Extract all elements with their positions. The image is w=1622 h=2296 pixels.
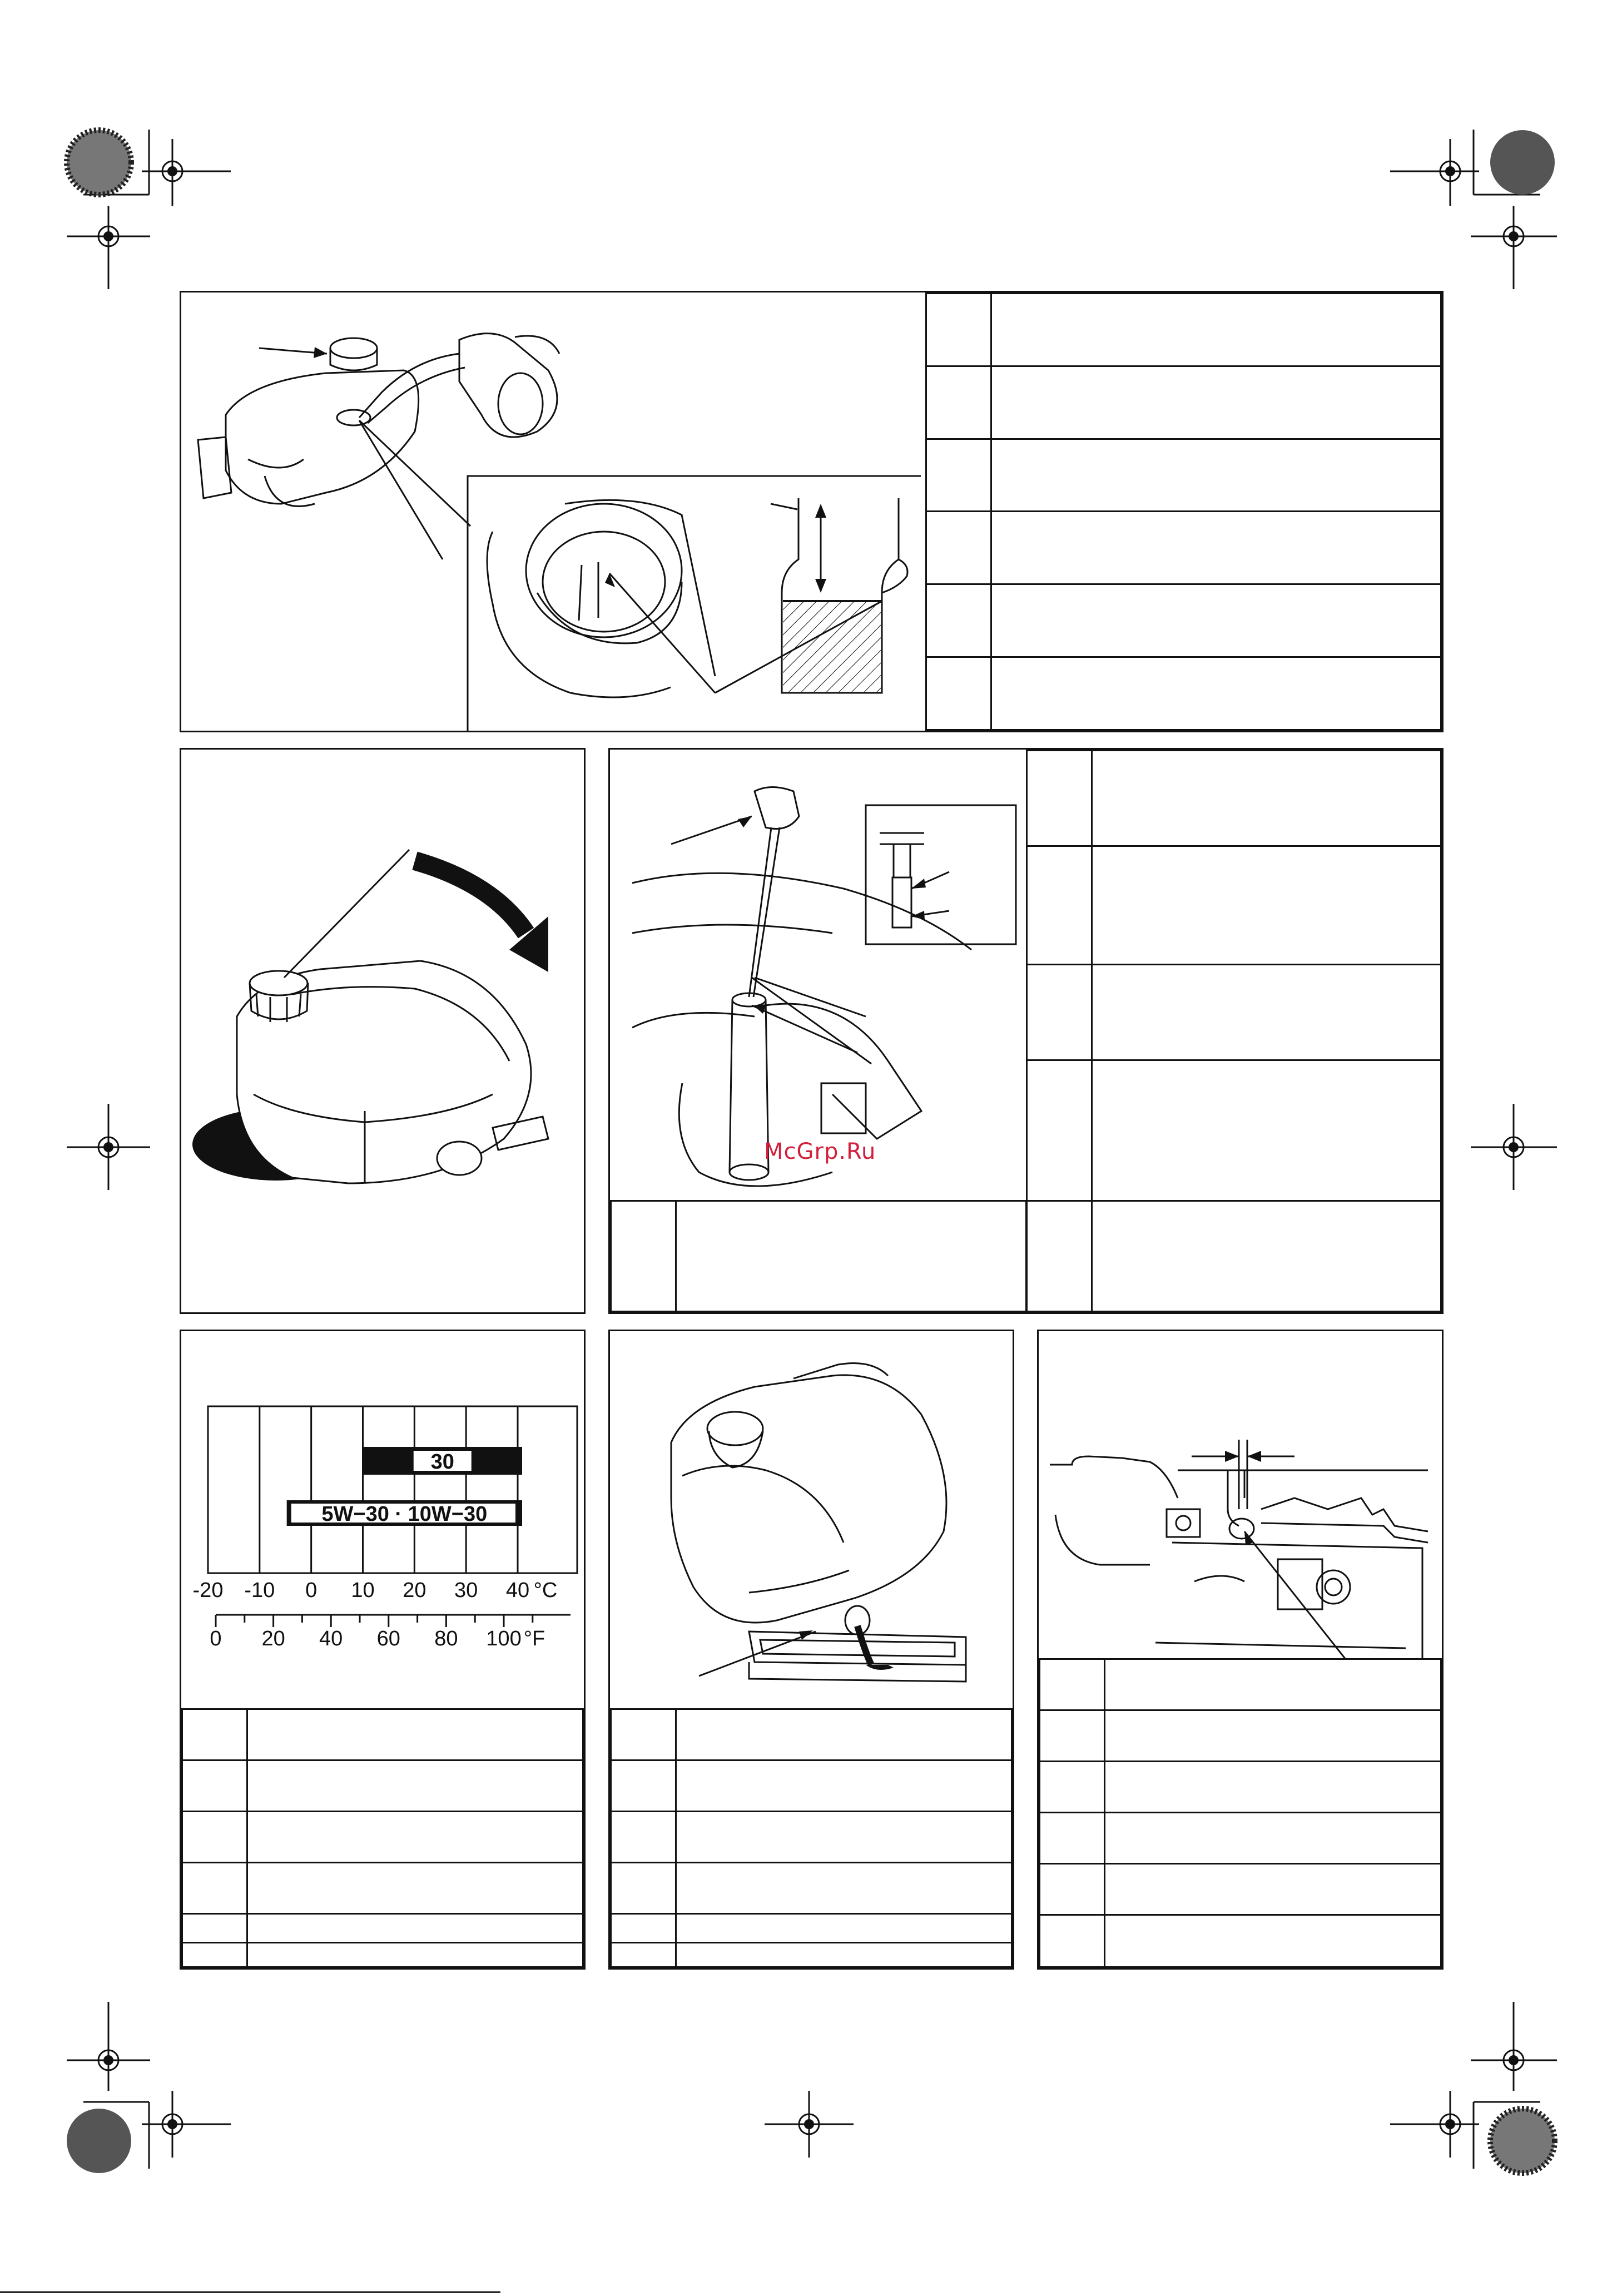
table-cell: [1027, 751, 1092, 846]
table-cell: [676, 1201, 1026, 1312]
panel-dipstick-table-bottom-left: [610, 1200, 1027, 1312]
chart-unit-fahrenheit: °F: [523, 1627, 545, 1650]
table-cell: [926, 366, 991, 439]
table-cell: [182, 1812, 247, 1863]
table-cell: [611, 1914, 676, 1943]
table-cell: [1040, 1864, 1105, 1915]
tilt-engine-illustration: [181, 750, 584, 1312]
table-cell: [182, 1761, 247, 1812]
table-cell: [1027, 965, 1092, 1060]
table-cell: [247, 1943, 583, 1967]
table-cell: [926, 584, 991, 657]
table-cell: [611, 1863, 676, 1914]
chart-tick-label-celsius: 40: [505, 1579, 530, 1602]
table-cell: [991, 584, 1441, 657]
chart-bar-label: 30: [430, 1450, 454, 1474]
table-cell: [676, 1812, 1012, 1863]
chart-tick-label-fahrenheit: 20: [261, 1627, 285, 1650]
chart-tick-label-fahrenheit: 0: [210, 1627, 222, 1650]
drain-oil-illustration: [610, 1331, 1013, 1709]
panel-clearance: [1037, 1330, 1444, 1970]
table-cell: [676, 1943, 1012, 1967]
chart-frame: [208, 1406, 577, 1573]
table-cell: [611, 1201, 676, 1312]
watermark: McGrp.Ru: [764, 1139, 876, 1164]
table-cell: [1027, 1060, 1092, 1201]
chart-tick-label-fahrenheit: 60: [376, 1627, 400, 1650]
chart-tick-label-celsius: 30: [454, 1579, 478, 1602]
table-cell: [1105, 1915, 1441, 1967]
panel-oil-chart: [180, 1330, 586, 1970]
oil-filling-illustration: [181, 292, 926, 731]
table-cell: [611, 1812, 676, 1863]
table-cell: [1092, 751, 1441, 846]
table-cell: [991, 294, 1441, 366]
chart-tick-label-celsius: 0: [305, 1579, 318, 1602]
chart-unit-celsius: °C: [533, 1579, 558, 1602]
table-cell: [991, 512, 1441, 584]
table-cell: [1027, 1201, 1092, 1312]
table-cell: [1105, 1710, 1441, 1762]
table-cell: [926, 439, 991, 512]
chart-tick-label-fahrenheit: 80: [434, 1627, 458, 1650]
table-cell: [611, 1709, 676, 1761]
chart-tick-label-fahrenheit: 40: [319, 1627, 343, 1650]
table-cell: [182, 1863, 247, 1914]
table-cell: [1105, 1659, 1441, 1710]
table-cell: [926, 512, 991, 584]
table-cell: [676, 1709, 1012, 1761]
table-cell: [1040, 1762, 1105, 1813]
table-cell: [991, 657, 1441, 730]
oil-viscosity-chart: [181, 1331, 584, 1709]
table-cell: [1092, 1060, 1441, 1201]
chart-tick-label-fahrenheit: 100: [486, 1627, 522, 1650]
panel-oil-filling: [180, 291, 1444, 732]
chart-tick-label-celsius: -10: [244, 1579, 275, 1602]
chart-bar-label: 5W−30 · 10W−30: [321, 1502, 488, 1526]
panel-tilt-engine: [180, 748, 586, 1314]
table-cell: [1105, 1813, 1441, 1864]
table-cell: [247, 1812, 583, 1863]
table-cell: [676, 1914, 1012, 1943]
table-cell: [1092, 1201, 1441, 1312]
table-cell: [926, 657, 991, 730]
table-cell: [1040, 1813, 1105, 1864]
chart-tick-label-celsius: -20: [192, 1579, 224, 1602]
table-cell: [1092, 846, 1441, 965]
panel-oil-chart-table: [181, 1708, 584, 1968]
table-cell: [926, 294, 991, 366]
panel-oil-filling-table: [925, 292, 1442, 731]
panel-drain-oil-table: [610, 1708, 1013, 1968]
chart-tick-label-celsius: 10: [351, 1579, 375, 1602]
table-cell: [1027, 846, 1092, 965]
table-cell: [1040, 1710, 1105, 1762]
panel-clearance-table: [1039, 1658, 1442, 1968]
table-cell: [1105, 1762, 1441, 1813]
panel-dipstick-table-right: [1026, 750, 1442, 1202]
table-cell: [182, 1914, 247, 1943]
table-cell: [1040, 1659, 1105, 1710]
table-cell: [247, 1914, 583, 1943]
table-cell: [676, 1863, 1012, 1914]
chart-tick-label-celsius: 20: [403, 1579, 426, 1602]
table-cell: [1092, 965, 1441, 1060]
panel-dipstick: [608, 748, 1444, 1314]
table-cell: [247, 1761, 583, 1812]
table-cell: [182, 1943, 247, 1967]
table-cell: [1040, 1915, 1105, 1967]
clearance-illustration: [1039, 1331, 1442, 1659]
table-cell: [247, 1709, 583, 1761]
panel-dipstick-table-bottom-right: [1026, 1200, 1442, 1312]
table-cell: [182, 1709, 247, 1761]
table-cell: [611, 1761, 676, 1812]
dipstick-illustration: [610, 750, 1027, 1200]
table-cell: [611, 1943, 676, 1967]
table-cell: [1105, 1864, 1441, 1915]
table-cell: [676, 1761, 1012, 1812]
panel-drain-oil: [608, 1330, 1014, 1970]
table-cell: [991, 439, 1441, 512]
table-cell: [991, 366, 1441, 439]
table-cell: [247, 1863, 583, 1914]
